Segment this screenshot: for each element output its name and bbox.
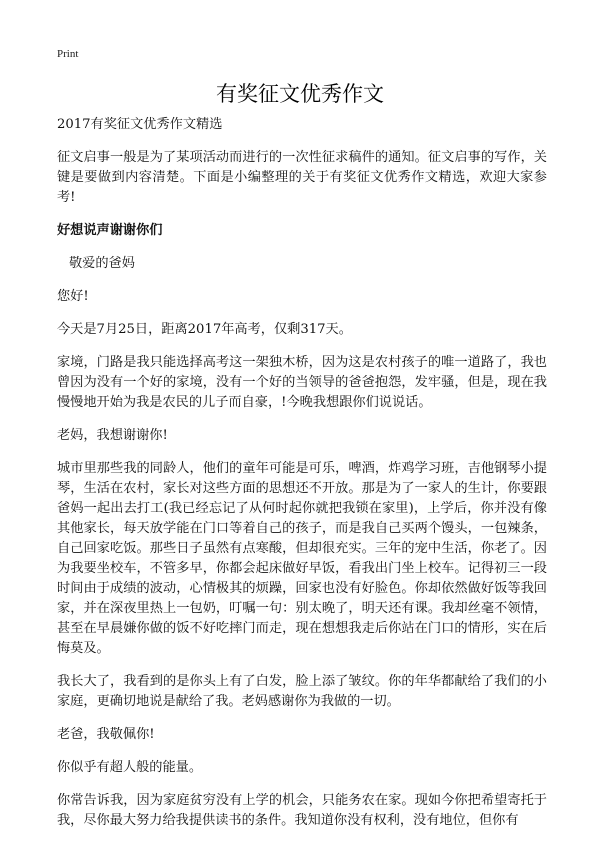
section-heading: 好想说声谢谢你们 <box>57 223 163 238</box>
paragraph-childhood: 城市里那些我的同龄人，他们的童年可能是可乐，啤酒，炸鸡学习班，吉他钢琴小提琴，生活在农村，家长对这些方面的思想还不开放。那是为了一家人的生计，你要跟爸妈一起出去打工(我已经忘记了从何时起你就把我锁在家里)，上学后，你并没有像其他家长，每天放学能在门口等着自己的孩子，而是我自己买两个馒头，一包辣条，自己回家吃饭。那些日子虽然有点寒酸，但却很充实。三年的宠中生活，你老了。因为我要坐校车，不管多早，你都会起床做好早饭，看我出门坐上校车。记得初三一段时间由于成绩的波动，心情极其的烦躁，回家也没有好脸色。你却依然做好饭等我回家，并在深夜里热上一包奶，叮嘱一句：别太晚了，明天还有课。我却丝毫不领情，甚至在早晨嫌你做的饭不好吃摔门而走，现在想想我走后你站在门口的情形，实在后悔莫及。 <box>57 461 547 656</box>
print-label[interactable]: Print <box>57 48 79 60</box>
paragraph-family: 家境，门路是我只能选择高考这一架独木桥，因为这是农村孩子的唯一道路了，我也曾因为没有一个好的家境，没有一个好的当领导的爸爸抱怨，发牢骚，但是，现在我慢慢地开始为我是农民的儿子而自豪，!今晚我想跟你们说说话。 <box>57 355 547 410</box>
greeting: 您好! <box>57 289 89 304</box>
paragraph-date: 今天是7月25日，距离2017年高考，仅剩317天。 <box>57 322 352 337</box>
paragraph-mom-thanks: 老妈，我想谢谢你! <box>57 428 168 443</box>
paragraph-superhuman: 你似乎有超人般的能量。 <box>57 760 203 775</box>
paragraph-grown-up: 我长大了，我看到的是你头上有了白发，脸上添了皱纹。你的年华都献给了我们的小家庭，更确切地说是献给了我。老妈感谢你为我做的一切。 <box>57 674 547 709</box>
salutation: 敬爱的爸妈 <box>69 256 135 271</box>
document-title: 有奖征文优秀作文 <box>216 82 384 106</box>
document-body <box>57 115 547 844</box>
paragraph-poverty: 你常告诉我，因为家庭贫穷没有上学的机会，只能务农在家。现如今你把希望寄托于我，尽你最大努力给我提供读书的条件。我知道你没有权利，没有地位，但你有 <box>57 793 547 828</box>
subtitle: 2017有奖征文优秀作文精选 <box>57 117 223 132</box>
paragraph-intro: 征文启事一般是为了某项活动而进行的一次性征求稿件的通知。征文启事的写作，关键是要做到内容清楚。下面是小编整理的关于有奖征文优秀作文精选，欢迎大家参考! <box>57 150 547 205</box>
paragraph-dad-admire: 老爸，我敬佩你! <box>57 727 155 742</box>
